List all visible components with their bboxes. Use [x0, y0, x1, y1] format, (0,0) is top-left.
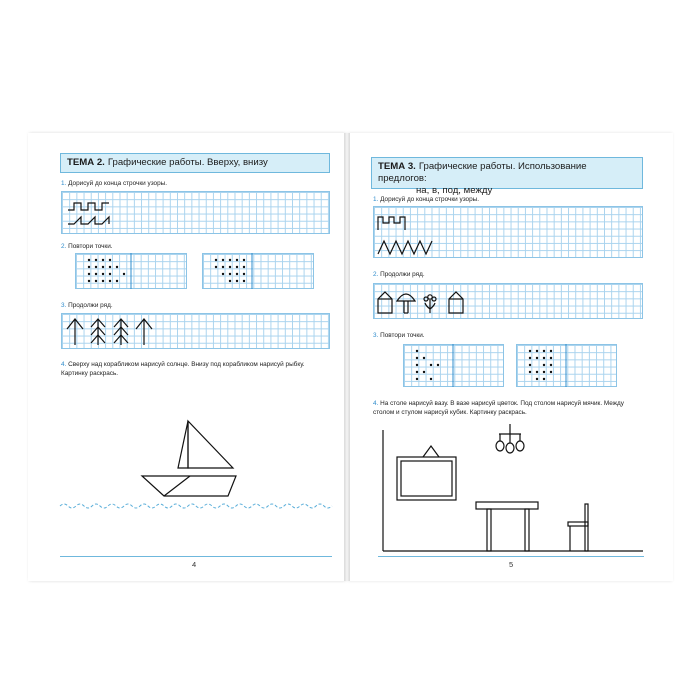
dot-pattern-4: [516, 344, 617, 387]
task-4-left: [61, 361, 331, 378]
task-number: 2.: [61, 243, 67, 250]
page-number-right: 5: [509, 560, 514, 569]
task-number: 3.: [61, 302, 67, 309]
task-text: Повтори точки.: [380, 332, 425, 339]
task-text: Продолжи ряд.: [68, 302, 113, 309]
book-spine: [344, 133, 350, 581]
dot-pattern-3: [403, 344, 504, 387]
task-text: На столе нарисуй вазу. В вазе нарисуй цветок. Под столом нарисуй мячик. Между столом и стулом нарисуй кубик. Картинку раскрась.: [373, 400, 624, 416]
task-number: 4.: [373, 400, 379, 407]
task-1-right: [373, 196, 638, 205]
sailboat-icon: [140, 418, 240, 500]
task-1-left: [61, 180, 321, 189]
dot-pattern-2: [202, 253, 314, 289]
topic-label: ТЕМА 2.: [67, 157, 105, 168]
pattern-meander: [61, 191, 330, 234]
room-scene: [375, 420, 645, 555]
task-text: Сверху над корабликом нарисуй солнце. Внизу под корабликом нарисуй рыбку. Картинку раскрась.: [61, 361, 305, 377]
task-text: Повтори точки.: [68, 243, 113, 250]
task-number: 4.: [61, 361, 67, 368]
task-number: 1.: [61, 180, 67, 187]
task-4-right: [373, 400, 643, 417]
topic-header-right: [371, 157, 643, 196]
task-text: Дорисуй до конца строчки узоры.: [380, 196, 480, 203]
topic-header-left: [60, 153, 330, 173]
objects-row: [373, 283, 643, 319]
trees-row: [61, 313, 330, 349]
task-2-left: [61, 243, 321, 252]
task-text: Дорисуй до конца строчки узоры.: [68, 180, 168, 187]
pattern-towers-zigzag: [373, 206, 643, 258]
topic-title-line2: на, в, под, между: [416, 185, 493, 196]
task-2-right: [373, 271, 638, 280]
topic-label: ТЕМА 3.: [378, 161, 416, 172]
water-waves: [60, 500, 332, 512]
page-footer-line-left: [60, 556, 332, 557]
task-3-left: [61, 302, 321, 311]
topic-title: Графические работы. Вверху, внизу: [107, 157, 268, 168]
task-3-right: [373, 332, 638, 341]
task-number: 1.: [373, 196, 379, 203]
task-text: Продолжи ряд.: [380, 271, 425, 278]
page-footer-line-right: [378, 556, 644, 557]
page-number-left: 4: [192, 560, 197, 569]
task-number: 2.: [373, 271, 379, 278]
task-number: 3.: [373, 332, 379, 339]
topic-title-line1: Графические работы. Использование предлогов:: [378, 161, 587, 184]
dot-pattern-1: [75, 253, 187, 289]
